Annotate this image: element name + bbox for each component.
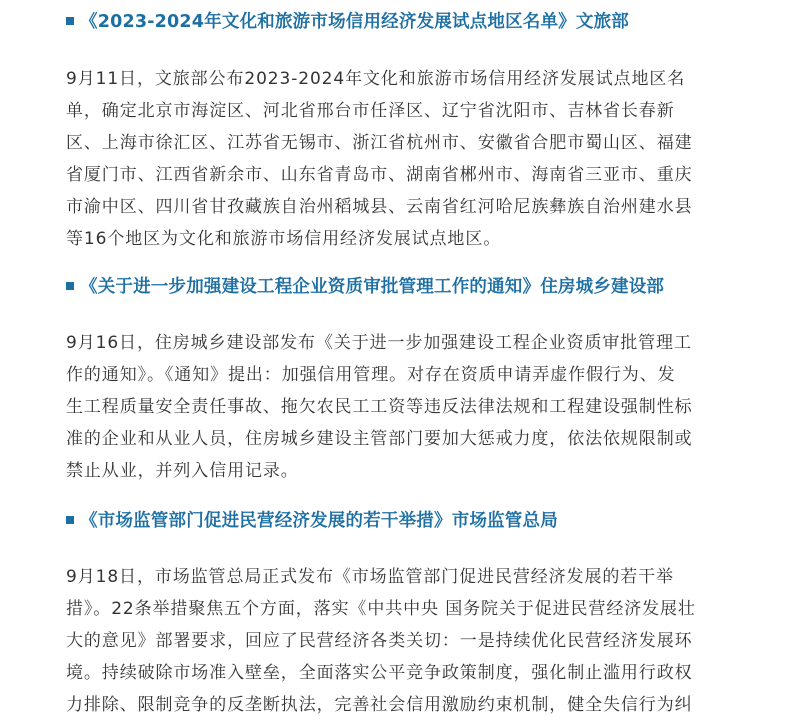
paragraph-line: 境。持续破除市场准入壁垒，全面落实公平竞争政策制度，强化制止滥用行政权 [66,663,693,683]
section-heading-3 [66,509,558,533]
section-paragraph-3 [66,561,750,721]
bullet-square-icon [66,17,74,25]
bullet-square-icon [66,516,74,524]
paragraph-line: 区、上海市徐汇区、江苏省无锡市、浙江省杭州市、安徽省合肥市蜀山区、福建 [66,133,693,153]
paragraph-line: 作的通知》。《通知》提出：加强信用管理。对存在资质申请弄虚作假行为、发 [66,365,676,385]
paragraph-line: 省厦门市、江西省新余市、山东省青岛市、湖南省郴州市、海南省三亚市、重庆 [66,165,693,185]
paragraph-line: 生工程质量安全责任事故、拖欠农民工工资等违反法律法规和工程建设强制性标 [66,397,693,417]
paragraph-line: 单，确定北京市海淀区、河北省邢台市任泽区、辽宁省沈阳市、吉林省长春新 [66,101,675,121]
section-heading-text: 《市场监管部门促进民营经济发展的若干举措》市场监管总局 [80,511,558,531]
paragraph-line: 措》。22条举措聚焦五个方面，落实《中共中央 国务院关于促进民营经济发展壮 [66,599,696,619]
section-heading-2 [66,275,664,299]
paragraph-line: 等16个地区为文化和旅游市场信用经济发展试点地区。 [66,229,502,249]
paragraph-line: 9月16日，住房城乡建设部发布《关于进一步加强建设工程企业资质审批管理工 [66,333,692,353]
section-paragraph-1 [66,63,750,255]
paragraph-line: 大的意见》部署要求，回应了民营经济各类关切：一是持续优化民营经济发展环 [66,631,693,651]
paragraph-line: 9月11日，文旅部公布2023-2024年文化和旅游市场信用经济发展试点地区名 [66,69,686,89]
section-heading-1 [66,10,629,34]
paragraph-line: 禁止从业，并列入信用记录。 [66,461,299,481]
paragraph-line: 力排除、限制竞争的反垄断执法，完善社会信用激励约束机制，健全失信行为纠 [66,695,693,715]
section-heading-text: 《关于进一步加强建设工程企业资质审批管理工作的通知》住房城乡建设部 [80,277,665,297]
paragraph-line: 市渝中区、四川省甘孜藏族自治州稻城县、云南省红河哈尼族彝族自治州建水县 [66,197,693,217]
section-paragraph-2 [66,327,750,487]
bullet-square-icon [66,282,74,290]
section-heading-text: 《2023-2024年文化和旅游市场信用经济发展试点地区名单》文旅部 [80,12,629,32]
paragraph-line: 准的企业和从业人员，住房城乡建设主管部门要加大惩戒力度，依法依规限制或 [66,429,693,449]
paragraph-line: 9月18日，市场监管总局正式发布《市场监管部门促进民营经济发展的若干举 [66,567,674,587]
